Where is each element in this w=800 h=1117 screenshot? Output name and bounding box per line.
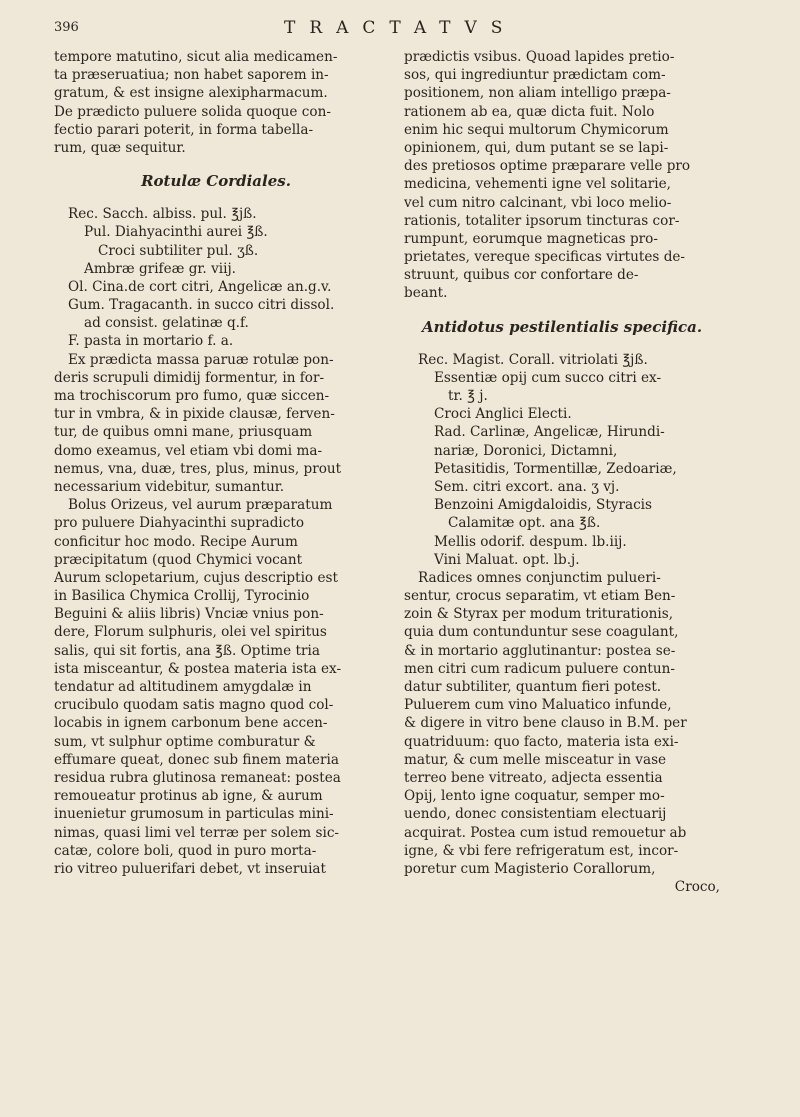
text-line: Ex prædicta massa paruæ rotulæ pon- [68, 351, 334, 368]
text-line: remoueatur protinus ab igne, & aurum [54, 788, 323, 805]
text-line: struunt, quibus cor confortare de- [404, 267, 639, 284]
text-line: Puluerem cum vino Maluatico infunde, [404, 697, 672, 714]
page-header [54, 18, 754, 48]
text-line: Ol. Cina.de cort citri, Angelicæ an.g.v. [68, 278, 332, 295]
section-heading: Antidotus pestilentialis specifica. [421, 317, 703, 336]
text-line: medicina, vehementi igne vel solitarie, [404, 176, 671, 193]
page-number: 396 [54, 20, 79, 35]
text-line: Gum. Tragacanth. in succo citri dissol. [68, 297, 335, 314]
text-line: rationis, totaliter ipsorum tincturas cor- [404, 212, 680, 229]
text-line: nariæ, Doronici, Dictamni, [434, 442, 618, 459]
text-line: & digere in vitro bene clauso in B.M. per [404, 715, 687, 732]
text-line: tur in vmbra, & in pixide clausæ, ferven- [54, 406, 335, 423]
text-line: Pul. Diahyacinthi aurei ℥ß. [84, 224, 268, 241]
section-heading: Rotulæ Cordiales. [141, 172, 291, 191]
text-line: Vini Maluat. opt. lb.j. [434, 551, 580, 568]
text-line: residua rubra glutinosa remaneat: postea [54, 769, 341, 786]
text-line: quia dum contunduntur sese coagulant, [404, 624, 679, 641]
text-line: tendatur ad altitudinem amygdalæ in [54, 679, 312, 695]
text-line: inuenietur grumosum in particulas mini- [54, 806, 334, 823]
text-line: effumare queat, donec sub finem materia [54, 751, 339, 768]
spacer [404, 303, 720, 313]
text-line: tempore matutino, sicut alia medicamen- [54, 49, 338, 65]
text-line: F. pasta in mortario f. a. [68, 333, 234, 350]
text-line: conficitur hoc modo. Recipe Aurum [54, 533, 298, 550]
text-line: Radices omnes conjunctim pulueri- [418, 569, 661, 586]
text-line: ma trochiscorum pro fumo, quæ siccen- [54, 388, 330, 404]
spacer [54, 157, 378, 167]
text-line: Rec. Sacch. albiss. pul. ℥jß. [68, 206, 257, 223]
text-line: Opij, lento igne coquatur, semper mo- [404, 788, 665, 805]
text-line: Benzoini Amigdaloidis, Styracis [434, 497, 653, 514]
text-line: matur, & cum melle misceatur in vase [404, 751, 667, 768]
text-line: gratum, & est insigne alexipharmacum. [54, 85, 328, 102]
text-line: enim hic sequi multorum Chymicorum [404, 121, 669, 138]
text-line: ista misceantur, & postea materia ista ex- [54, 660, 342, 677]
text-line: Croco, [674, 879, 720, 896]
spacer [404, 341, 720, 351]
text-line: De prædicto puluere solida quoque con- [54, 103, 331, 120]
text-line: vel cum nitro calcinant, vbi loco melio- [404, 194, 672, 211]
text-line: Croci subtiliter pul. ʒß. [98, 242, 259, 259]
text-line: beant. [404, 285, 448, 302]
text-line: crucibulo quodam satis magno quod col- [54, 697, 334, 714]
text-line: Sem. citri excort. ana. ʒ vj. [434, 478, 620, 495]
text-line: des pretiosos optime præparare velle pro [404, 158, 691, 175]
text-line: igne, & vbi fere refrigeratum est, incor- [404, 842, 679, 859]
text-line: quatriduum: quo facto, materia ista exi- [404, 733, 679, 750]
text-line: datur subtiliter, quantum fieri potest. [404, 679, 662, 695]
text-line: Mellis odorif. despum. lb.iij. [434, 533, 627, 550]
text-line: zoin & Styrax per modum triturationis, [404, 606, 674, 623]
text-line: positionem, non aliam intelligo præpa- [404, 85, 671, 102]
text-line: nimas, quasi limi vel terræ per solem sic- [54, 824, 340, 841]
text-line: catæ, colore boli, quod in puro morta- [54, 842, 317, 859]
text-line: sos, qui ingrediuntur prædictam com- [404, 67, 666, 84]
text-line: Petasitidis, Tormentillæ, Zedoariæ, [434, 460, 677, 477]
text-line: tr. ℥ j. [448, 388, 488, 404]
text-line: dere, Florum sulphuris, olei vel spiritus [54, 624, 327, 641]
text-line: men citri cum radicum puluere contun- [404, 660, 675, 677]
left-column [54, 48, 378, 878]
text-line: prietates, vereque specificas virtutes de- [404, 249, 686, 266]
text-line: locabis in ignem carbonum bene accen- [54, 715, 328, 732]
text-line: acquirat. Postea cum istud remouetur ab [404, 824, 687, 841]
text-line: fectio parari poterit, in forma tabella- [54, 121, 314, 138]
text-line: rum, quæ sequitur. [54, 139, 186, 156]
text-line: deris scrupuli dimidij formentur, in for- [54, 369, 325, 386]
text-line: & in mortario agglutinantur: postea se- [404, 642, 676, 659]
text-line: rationem ab ea, quæ dicta fuit. Nolo [404, 103, 655, 120]
text-line: Essentiæ opij cum succo citri ex- [434, 369, 662, 386]
text-line: rio vitreo puluerifari debet, vt inseruiat [54, 860, 326, 877]
spacer [54, 195, 378, 205]
text-line: Rec. Magist. Corall. vitriolati ℥jß. [418, 351, 648, 368]
text-line: ta præseruatiua; non habet saporem in- [54, 67, 329, 84]
text-line: sum, vt sulphur optime comburatur & [54, 733, 316, 750]
text-line: necessarium videbitur, sumantur. [54, 478, 285, 495]
text-line: poretur cum Magisterio Corallorum, [404, 860, 656, 877]
text-line: domo exeamus, vel etiam vbi domi ma- [54, 442, 323, 459]
text-line: Croci Anglici Electi. [434, 406, 572, 423]
text-line: terreo bene vitreato, adjecta essentia [404, 769, 663, 786]
right-column [404, 48, 720, 896]
text-line: rumpunt, eorumque magneticas pro- [404, 230, 658, 247]
text-line: Bolus Orizeus, vel aurum præparatum [68, 497, 333, 514]
text-line: Rad. Carlinæ, Angelicæ, Hirundi- [434, 424, 665, 441]
text-line: opinionem, qui, dum putant se se lapi- [404, 139, 669, 156]
text-line: Beguini & aliis libris) Vnciæ vnius pon- [54, 606, 324, 623]
text-line: uendo, donec consistentiam electuarij [404, 806, 667, 823]
text-line: ad consist. gelatinæ q.f. [84, 315, 249, 332]
running-title: TRACTATVS [284, 18, 517, 38]
text-line: tur, de quibus omni mane, priusquam [54, 424, 313, 441]
text-line: præcipitatum (quod Chymici vocant [54, 551, 303, 568]
text-line: in Basilica Chymica Crollij, Tyrocinio [54, 588, 310, 605]
text-line: nemus, vna, duæ, tres, plus, minus, prout [54, 460, 342, 477]
text-line: Ambræ grifeæ gr. viij. [84, 260, 236, 277]
text-line: Calamitæ opt. ana ℥ß. [448, 515, 601, 532]
text-line: Aurum sclopetarium, cujus descriptio est [54, 569, 338, 586]
text-line: pro puluere Diahyacinthi supradicto [54, 515, 305, 532]
text-line: prædictis vsibus. Quoad lapides pretio- [404, 49, 675, 65]
text-line: sentur, crocus separatim, vt etiam Ben- [404, 588, 676, 605]
text-line: salis, qui sit fortis, ana ℥ß. Optime tria [54, 642, 320, 659]
